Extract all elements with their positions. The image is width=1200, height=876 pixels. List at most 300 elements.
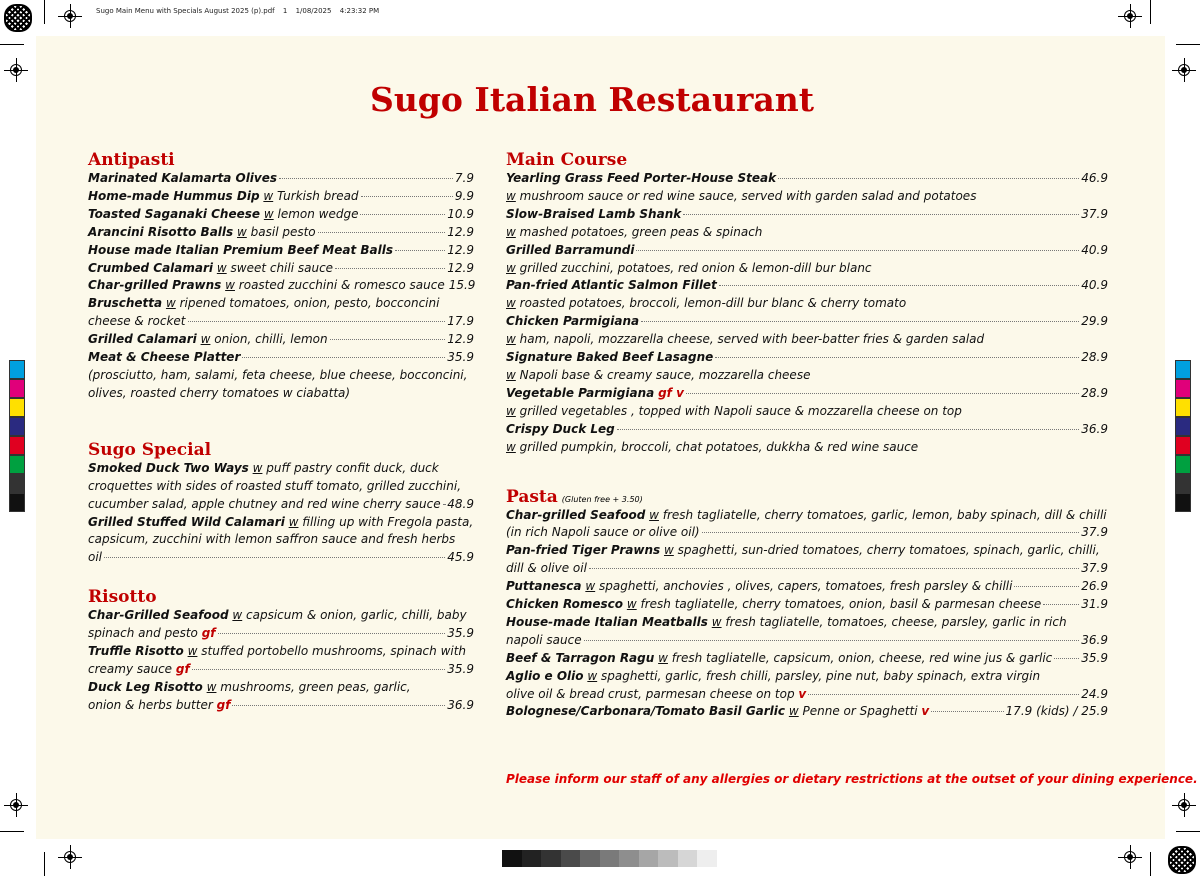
leader-line bbox=[686, 393, 1079, 394]
dish-name: Smoked Duck Two Ways bbox=[88, 460, 249, 475]
registration-mark-icon bbox=[1122, 849, 1138, 865]
leader-line bbox=[1054, 658, 1079, 659]
gluten-free-note: (Gluten free + 3.50) bbox=[561, 494, 643, 504]
gray-swatch bbox=[502, 850, 522, 867]
with-marker: w bbox=[649, 507, 659, 522]
leader-line bbox=[702, 532, 1080, 533]
menu-item-line bbox=[88, 607, 474, 625]
menu-item-line bbox=[88, 679, 474, 697]
menu-item-line bbox=[506, 596, 1108, 614]
menu-item-line bbox=[88, 295, 474, 313]
color-swatch bbox=[1175, 474, 1191, 493]
dish-price: 36.9 bbox=[447, 697, 474, 712]
dish-description: grilled zucchini, potatoes, red onion & lemon-dill bur blanc bbox=[519, 260, 872, 275]
dish-name: Arancini Risotto Balls bbox=[88, 224, 234, 239]
dish-price: 48.9 bbox=[447, 496, 474, 511]
dish-name: Aglio e Olio bbox=[506, 668, 584, 683]
dish-description: onion & herbs butter bbox=[88, 697, 213, 712]
antipasti-list bbox=[88, 170, 474, 403]
menu-item-text bbox=[506, 260, 872, 278]
menu-item-line bbox=[506, 507, 1108, 525]
color-swatch bbox=[9, 417, 25, 436]
with-marker: w bbox=[506, 439, 516, 454]
dish-description: fresh tagliatelle, cherry tomatoes, garlic, lemon, baby spinach, dill & chilli bbox=[662, 507, 1107, 522]
with-marker: w bbox=[236, 224, 247, 239]
file-name: Sugo Main Menu with Specials August 2025 (p).pdf bbox=[96, 7, 275, 15]
qr-code-icon bbox=[4, 4, 32, 32]
leader-line bbox=[641, 321, 1079, 322]
gray-swatch bbox=[639, 850, 659, 867]
dish-price: 10.9 bbox=[447, 206, 474, 221]
dish-price: 12.9 bbox=[447, 332, 474, 347]
dish-description: fresh tagliatelle, cherry tomatoes, onion, basil & parmesan cheese bbox=[640, 597, 1042, 612]
dish-name: Marinated Kalamarta Olives bbox=[88, 171, 278, 185]
dish-price: 29.9 bbox=[1081, 314, 1108, 329]
menu-item-line bbox=[506, 703, 1108, 721]
menu-item-text bbox=[506, 668, 1040, 686]
registration-mark-icon bbox=[1176, 62, 1192, 78]
menu-item-line bbox=[88, 385, 474, 403]
menu-item-text bbox=[88, 661, 190, 679]
dish-name: Truffle Risotto bbox=[88, 644, 184, 659]
dish-description: oil bbox=[88, 550, 103, 565]
dish-name: Grilled Stuffed Wild Calamari bbox=[88, 514, 285, 529]
leader-line bbox=[931, 711, 1003, 712]
menu-item-line bbox=[506, 242, 1108, 260]
menu-item-text bbox=[506, 703, 929, 721]
dish-price: 15.9 bbox=[448, 278, 476, 293]
with-marker: w bbox=[506, 367, 516, 382]
dish-name: Signature Baked Beef Lasagne bbox=[506, 350, 714, 365]
menu-item-line bbox=[506, 524, 1108, 542]
dish-name: Pan-fried Tiger Prawns bbox=[506, 543, 661, 558]
color-swatch bbox=[1175, 455, 1191, 474]
color-swatch bbox=[1175, 360, 1191, 379]
dish-description: spinach and pesto bbox=[88, 626, 198, 641]
leader-line bbox=[360, 214, 445, 215]
with-marker: w bbox=[263, 206, 274, 221]
menu-item-line bbox=[506, 385, 1108, 403]
dish-price: 17.9 (kids) / 25.9 bbox=[1005, 704, 1108, 719]
menu-item-text bbox=[88, 295, 439, 313]
menu-item-text bbox=[506, 542, 1100, 560]
dish-description: mushrooms, green peas, garlic, bbox=[220, 679, 411, 694]
crop-mark bbox=[0, 44, 24, 45]
menu-item-line bbox=[88, 625, 474, 643]
dish-price: 12.9 bbox=[447, 242, 474, 257]
menu-item-line bbox=[88, 643, 474, 661]
menu-item-text bbox=[506, 206, 681, 224]
dish-price: 37.9 bbox=[1081, 561, 1108, 576]
dish-description: capsicum, zucchini with lemon saffron sauce and fresh herbs bbox=[88, 532, 456, 547]
leader-line bbox=[232, 705, 445, 706]
menu-item-line bbox=[506, 313, 1108, 331]
with-marker: w bbox=[288, 514, 299, 529]
dish-description: cheese & rocket bbox=[88, 314, 186, 329]
menu-item-line bbox=[506, 542, 1108, 560]
menu-item-text bbox=[88, 643, 466, 661]
dietary-tag: v bbox=[798, 686, 807, 701]
menu-item-line bbox=[88, 313, 474, 331]
gray-swatch bbox=[580, 850, 600, 867]
leader-line bbox=[330, 339, 446, 340]
menu-item-text bbox=[506, 560, 587, 578]
dish-name: Vegetable Parmigiana bbox=[506, 385, 655, 400]
leader-line bbox=[192, 669, 446, 670]
menu-item-line bbox=[506, 260, 1108, 278]
special-list bbox=[88, 460, 474, 567]
leader-line bbox=[617, 429, 1080, 430]
dish-price: 40.9 bbox=[1081, 278, 1108, 293]
menu-item-line bbox=[88, 367, 474, 385]
file-date: 1/08/2025 bbox=[295, 7, 332, 15]
dish-price: 28.9 bbox=[1081, 385, 1108, 400]
menu-item-text bbox=[506, 295, 906, 313]
dish-name: House made Italian Premium Beef Meat Balls bbox=[88, 242, 393, 257]
with-marker: w bbox=[165, 296, 176, 311]
menu-item-text bbox=[506, 439, 918, 457]
menu-item-line bbox=[88, 496, 474, 514]
dish-price: 35.9 bbox=[447, 661, 474, 676]
dietary-tag: gf bbox=[216, 697, 231, 712]
registration-mark-icon bbox=[62, 8, 78, 24]
menu-item-text bbox=[88, 385, 350, 403]
dish-description: Turkish bread bbox=[277, 188, 359, 203]
menu-item-text bbox=[88, 607, 467, 625]
color-swatch bbox=[1175, 379, 1191, 398]
dish-name: Char-Grilled Seafood bbox=[88, 608, 229, 623]
leader-line bbox=[808, 694, 1079, 695]
dish-name: Chicken Romesco bbox=[506, 597, 624, 612]
restaurant-title: Sugo Italian Restaurant bbox=[369, 80, 815, 119]
with-marker: w bbox=[506, 224, 516, 239]
menu-item-text bbox=[506, 331, 984, 349]
dish-price: 24.9 bbox=[1081, 686, 1108, 701]
left-column bbox=[88, 150, 474, 715]
dish-description: grilled pumpkin, broccoli, chat potatoes, dukkha & red wine sauce bbox=[519, 439, 919, 454]
menu-item-line bbox=[506, 367, 1108, 385]
dish-description: roasted potatoes, broccoli, lemon-dill bur blanc & cherry tomato bbox=[519, 296, 907, 311]
menu-item-line bbox=[88, 277, 474, 295]
dietary-tag: gf v bbox=[658, 385, 684, 400]
with-marker: w bbox=[506, 188, 516, 203]
file-time: 4:23:32 PM bbox=[339, 7, 380, 15]
dish-description: fresh tagliatelle, tomatoes, cheese, parsley, garlic in rich bbox=[725, 614, 1067, 629]
color-swatch bbox=[9, 455, 25, 474]
leader-line bbox=[279, 178, 453, 179]
section-heading-pasta bbox=[506, 487, 1108, 507]
with-marker: w bbox=[506, 403, 516, 418]
risotto-list bbox=[88, 607, 474, 714]
dish-description: spaghetti, sun-dried tomatoes, cherry tomatoes, spinach, garlic, chilli, bbox=[677, 543, 1100, 558]
pasta-heading-label: Pasta bbox=[506, 486, 558, 507]
file-page: 1 bbox=[282, 7, 288, 15]
dish-description: lemon wedge bbox=[277, 206, 359, 221]
section-heading-main-course: Main Course bbox=[506, 150, 628, 170]
menu-item-line bbox=[506, 277, 1108, 295]
color-swatch bbox=[1175, 493, 1191, 512]
dish-description: spaghetti, anchovies , olives, capers, tomatoes, fresh parsley & chilli bbox=[599, 579, 1013, 594]
dish-description: Penne or Spaghetti bbox=[802, 704, 918, 719]
menu-item-text bbox=[88, 188, 359, 206]
menu-item-text bbox=[88, 367, 467, 385]
menu-item-text bbox=[506, 188, 976, 206]
menu-item-text bbox=[88, 260, 333, 278]
section-heading-sugo-special: Sugo Special bbox=[88, 439, 212, 460]
menu-item-text bbox=[506, 242, 634, 260]
menu-item-text bbox=[506, 224, 762, 242]
with-marker: w bbox=[200, 332, 211, 347]
leader-line bbox=[361, 196, 453, 197]
crop-mark bbox=[1150, 852, 1151, 876]
menu-item-text bbox=[88, 679, 411, 697]
menu-item-line bbox=[88, 260, 474, 278]
section-heading-risotto: Risotto bbox=[88, 587, 157, 608]
menu-item-text bbox=[88, 331, 328, 349]
with-marker: w bbox=[788, 704, 799, 719]
with-marker: w bbox=[711, 614, 722, 629]
menu-item-text bbox=[506, 421, 615, 439]
menu-item-line bbox=[506, 224, 1108, 242]
with-marker: w bbox=[206, 679, 217, 694]
grayscale-bar bbox=[502, 850, 717, 867]
menu-item-text bbox=[506, 277, 717, 295]
crop-mark bbox=[44, 852, 45, 876]
dish-name: Beef & Tarragon Ragu bbox=[506, 650, 655, 665]
main-list bbox=[506, 170, 1108, 457]
leader-line bbox=[778, 178, 1079, 179]
menu-item-text bbox=[506, 507, 1107, 525]
menu-item-line bbox=[506, 686, 1108, 704]
menu-item-text bbox=[88, 531, 455, 549]
color-bar-right bbox=[1175, 360, 1191, 512]
right-column bbox=[506, 150, 1108, 721]
dish-price: 12.9 bbox=[447, 260, 474, 275]
menu-item-line bbox=[506, 349, 1108, 367]
with-marker: w bbox=[216, 260, 227, 275]
menu-item-text bbox=[88, 277, 445, 295]
menu-item-line bbox=[506, 614, 1108, 632]
menu-item-text bbox=[88, 514, 473, 532]
with-marker: w bbox=[585, 579, 596, 594]
menu-item-text bbox=[506, 367, 810, 385]
dish-description: spaghetti, garlic, fresh chilli, parsley, pine nut, baby spinach, extra virgin bbox=[601, 668, 1041, 683]
dish-price: 46.9 bbox=[1081, 171, 1108, 185]
dish-name: Grilled Calamari bbox=[88, 332, 197, 347]
dish-description: roasted zucchini & romesco sauce bbox=[238, 278, 445, 293]
dish-description: ham, napoli, mozzarella cheese, served with beer-batter fries & garden salad bbox=[519, 332, 985, 347]
menu-item-text bbox=[506, 632, 582, 650]
crop-mark bbox=[1150, 0, 1151, 24]
dish-price: 9.9 bbox=[454, 188, 474, 203]
with-marker: w bbox=[626, 597, 637, 612]
menu-item-line bbox=[88, 697, 474, 715]
leader-line bbox=[443, 504, 446, 505]
menu-item-line bbox=[88, 331, 474, 349]
dish-name: Char-grilled Prawns bbox=[88, 278, 222, 293]
dish-price: 37.9 bbox=[1081, 206, 1108, 221]
color-swatch bbox=[9, 474, 25, 493]
dish-name: Puttanesca bbox=[506, 579, 582, 594]
menu-item-text bbox=[506, 596, 1041, 614]
dish-description: (prosciutto, ham, salami, feta cheese, blue cheese, bocconcini, bbox=[88, 367, 468, 382]
dish-price: 40.9 bbox=[1081, 242, 1108, 257]
color-swatch bbox=[9, 493, 25, 512]
menu-item-text bbox=[506, 403, 962, 421]
crop-mark bbox=[0, 831, 24, 832]
menu-item-text bbox=[506, 313, 639, 331]
gray-swatch bbox=[600, 850, 620, 867]
color-swatch bbox=[9, 360, 25, 379]
menu-item-text bbox=[88, 313, 186, 331]
menu-item-line bbox=[506, 206, 1108, 224]
registration-mark-icon bbox=[62, 849, 78, 865]
dish-description: creamy sauce bbox=[88, 661, 173, 676]
dish-description: napoli sauce bbox=[506, 632, 582, 647]
menu-item-line bbox=[88, 478, 474, 496]
leader-line bbox=[335, 268, 445, 269]
menu-item-line bbox=[88, 531, 474, 549]
color-swatch bbox=[9, 436, 25, 455]
menu-item-line bbox=[506, 188, 1108, 206]
menu-item-line bbox=[506, 421, 1108, 439]
menu-item-text bbox=[506, 614, 1067, 632]
leader-line bbox=[1014, 586, 1079, 587]
dish-description: onion, chilli, lemon bbox=[214, 332, 328, 347]
dish-name: Yearling Grass Feed Porter-House Steak bbox=[506, 171, 777, 185]
dish-description: olive oil & bread crust, parmesan cheese on top bbox=[506, 686, 795, 701]
dish-price: 28.9 bbox=[1081, 350, 1108, 365]
leader-line bbox=[584, 640, 1080, 641]
menu-item-line bbox=[88, 206, 474, 224]
menu-item-text bbox=[88, 206, 358, 224]
file-header bbox=[96, 7, 385, 15]
qr-code-icon bbox=[1168, 846, 1196, 874]
menu-item-line bbox=[506, 403, 1108, 421]
dish-name: Chicken Parmigiana bbox=[506, 314, 640, 329]
menu-item-text bbox=[506, 650, 1052, 668]
dish-name: Char-grilled Seafood bbox=[506, 507, 646, 522]
menu-item-text bbox=[88, 478, 461, 496]
dish-name: Home-made Hummus Dip bbox=[88, 188, 260, 203]
menu-item-text bbox=[88, 349, 240, 367]
menu-item-text bbox=[88, 460, 439, 478]
with-marker: w bbox=[663, 543, 674, 558]
gray-swatch bbox=[522, 850, 542, 867]
with-marker: w bbox=[252, 460, 263, 475]
leader-line bbox=[242, 357, 445, 358]
menu-item-line bbox=[506, 331, 1108, 349]
dish-name: Slow-Braised Lamb Shank bbox=[506, 206, 682, 221]
pasta-list bbox=[506, 507, 1108, 722]
menu-item-line bbox=[506, 632, 1108, 650]
dish-description: Napoli base & creamy sauce, mozzarella cheese bbox=[519, 367, 811, 382]
dish-price: 12.9 bbox=[447, 224, 474, 239]
dietary-tag: gf bbox=[201, 626, 216, 641]
dish-price: 36.9 bbox=[1081, 632, 1108, 647]
dish-description: fresh tagliatelle, capsicum, onion, cheese, red wine jus & garlic bbox=[671, 650, 1053, 665]
menu-item-line bbox=[506, 578, 1108, 596]
leader-line bbox=[719, 285, 1079, 286]
menu-item-text bbox=[506, 686, 806, 704]
dish-description: cucumber salad, apple chutney and red wine cherry sauce bbox=[88, 496, 441, 511]
menu-item-line bbox=[506, 439, 1108, 457]
gray-swatch bbox=[658, 850, 678, 867]
menu-item-line bbox=[88, 460, 474, 478]
dish-description: dill & olive oil bbox=[506, 561, 587, 576]
dish-description: capsicum & onion, garlic, chilli, baby bbox=[246, 608, 467, 623]
color-bar-left bbox=[9, 360, 25, 512]
dish-description: (in rich Napoli sauce or olive oil) bbox=[506, 525, 700, 540]
gray-swatch bbox=[678, 850, 698, 867]
menu-item-line bbox=[506, 295, 1108, 313]
dish-price: 35.9 bbox=[447, 626, 474, 641]
dish-description: mashed potatoes, green peas & spinach bbox=[519, 224, 763, 239]
menu-item-line bbox=[88, 349, 474, 367]
allergy-notice: Please inform our staff of any allergies or dietary restrictions at the outset of your dining experience. bbox=[506, 772, 1198, 786]
registration-mark-icon bbox=[8, 62, 24, 78]
dish-price: 7.9 bbox=[454, 171, 474, 185]
color-swatch bbox=[1175, 417, 1191, 436]
menu-item-text bbox=[88, 496, 441, 514]
dish-name: House-made Italian Meatballs bbox=[506, 614, 708, 629]
leader-line bbox=[683, 214, 1079, 215]
dish-description: mushroom sauce or red wine sauce, served with garden salad and potatoes bbox=[519, 188, 977, 203]
dish-description: olives, roasted cherry tomatoes w ciabatta) bbox=[88, 385, 351, 400]
menu-item-line bbox=[88, 224, 474, 242]
with-marker: w bbox=[506, 332, 516, 347]
menu-item-text bbox=[506, 578, 1012, 596]
menu-item-text bbox=[88, 697, 230, 715]
section-heading-antipasti: Antipasti bbox=[88, 150, 175, 170]
menu-item-text bbox=[506, 349, 713, 367]
leader-line bbox=[104, 557, 445, 558]
menu-item-text bbox=[506, 524, 700, 542]
dish-name: Crumbed Calamari bbox=[88, 260, 214, 275]
dish-price: 35.9 bbox=[447, 350, 474, 365]
menu-item-text bbox=[88, 224, 316, 242]
dish-description: stuffed portobello mushrooms, spinach with bbox=[201, 644, 467, 659]
leader-line bbox=[589, 568, 1079, 569]
menu-item-text bbox=[506, 170, 776, 188]
menu-item-text bbox=[88, 242, 393, 260]
menu-item-line bbox=[88, 188, 474, 206]
dish-price: 36.9 bbox=[1081, 421, 1108, 436]
with-marker: w bbox=[587, 668, 598, 683]
color-swatch bbox=[9, 398, 25, 417]
leader-line bbox=[636, 250, 1079, 251]
with-marker: w bbox=[506, 260, 516, 275]
leader-line bbox=[318, 232, 446, 233]
dish-price: 31.9 bbox=[1081, 597, 1108, 612]
dish-description: grilled vegetables , topped with Napoli sauce & mozzarella cheese on top bbox=[519, 403, 962, 418]
dish-price: 35.9 bbox=[1081, 650, 1108, 665]
dish-name: Crispy Duck Leg bbox=[506, 421, 615, 436]
dish-price: 26.9 bbox=[1081, 579, 1108, 594]
gray-swatch bbox=[561, 850, 581, 867]
menu-item-line bbox=[506, 170, 1108, 188]
dish-name: Bolognese/Carbonara/Tomato Basil Garlic bbox=[506, 704, 786, 719]
dish-price: 17.9 bbox=[447, 314, 474, 329]
color-swatch bbox=[1175, 436, 1191, 455]
menu-item-line bbox=[506, 668, 1108, 686]
menu-item-text bbox=[88, 625, 216, 643]
crop-mark bbox=[1176, 44, 1200, 45]
dish-description: puff pastry confit duck, duck bbox=[266, 460, 439, 475]
registration-mark-icon bbox=[8, 797, 24, 813]
dish-description: sweet chili sauce bbox=[230, 260, 334, 275]
dietary-tag: v bbox=[921, 704, 930, 719]
